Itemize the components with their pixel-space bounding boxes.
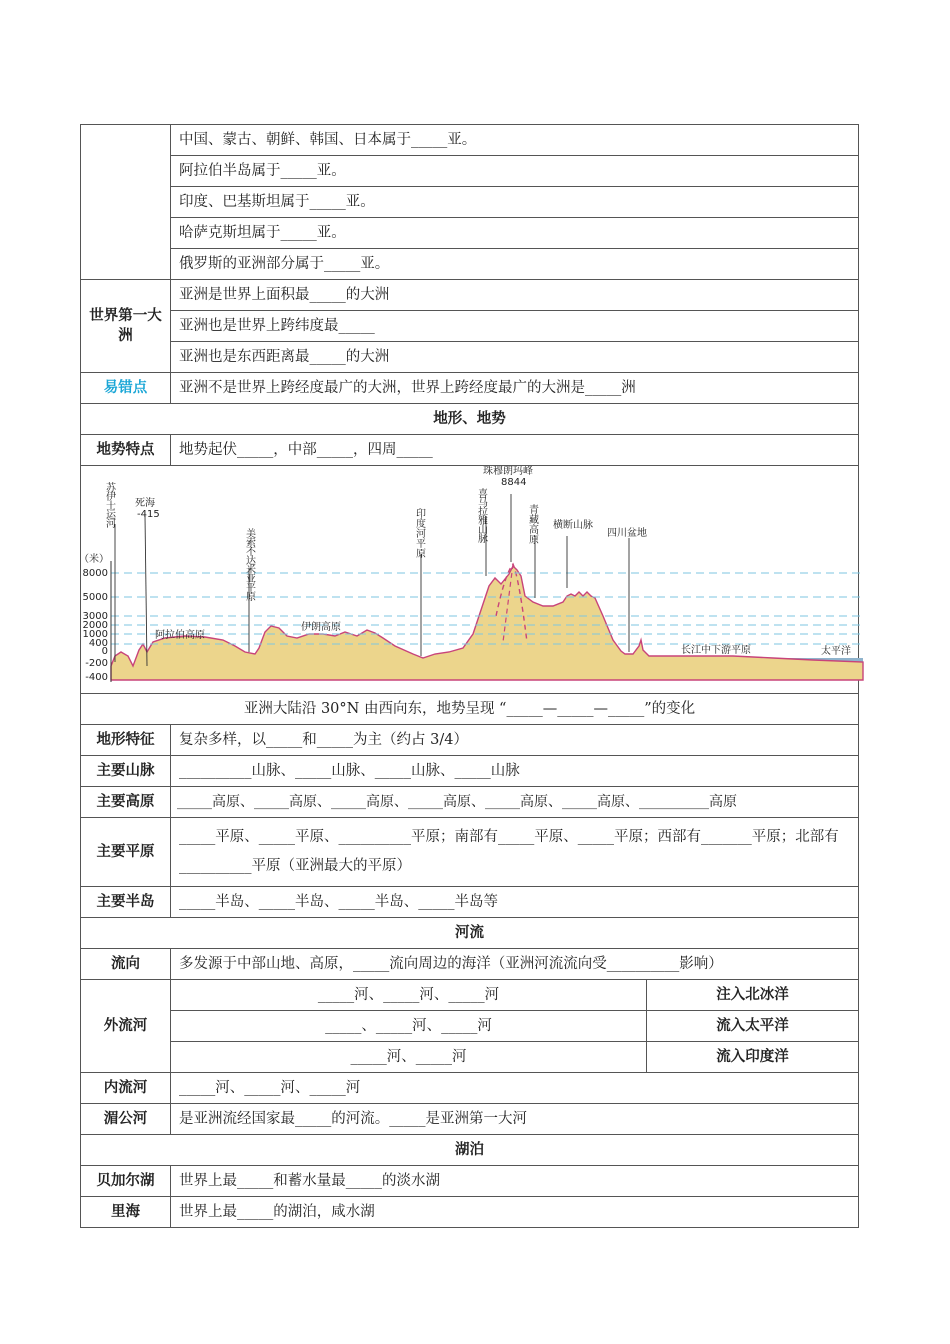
- flow-header: 流向: [81, 949, 171, 980]
- profile-caption: 亚洲大陆沿 30°N 由西向东，地势呈现 “_____—_____—_____”的变化: [81, 694, 859, 725]
- mistake-text: 亚洲不是世界上跨经度最广的大洲，世界上跨经度最广的大洲是_____洲: [171, 373, 859, 404]
- y-tick-label: 8000: [82, 568, 108, 579]
- outflow-ocean: 流入太平洋: [647, 1011, 859, 1042]
- plains-text: _____平原、_____平原、__________平原；南部有_____平原、_____平原；西部有_______平原；北部有__________平原（亚洲最大的平原）: [171, 818, 859, 887]
- mistake-header: 易错点: [81, 373, 171, 404]
- label-pacific: 太平洋: [821, 646, 851, 657]
- label-iran: 伊朗高原: [301, 622, 341, 633]
- landform-text: 复杂多样，以_____和_____为主（约占 3/4）: [171, 725, 859, 756]
- mekong-header: 湄公河: [81, 1104, 171, 1135]
- terrain-profile: [73, 466, 865, 693]
- largest-row: 亚洲也是世界上跨纬度最_____: [171, 311, 859, 342]
- peninsulas-text: _____半岛、_____半岛、_____半岛、_____半岛等: [171, 887, 859, 918]
- caspian-header: 里海: [81, 1197, 171, 1228]
- terrain-section-title: 地形、地势: [81, 404, 859, 435]
- region-row: 阿拉伯半岛属于_____亚。: [171, 156, 859, 187]
- y-tick-label: -200: [85, 658, 108, 669]
- mekong-text: 是亚洲流经国家最_____的河流。_____是亚洲第一大河: [171, 1104, 859, 1135]
- worksheet: [80, 124, 858, 1228]
- y-tick-label: 3000: [82, 611, 108, 622]
- inland-text: _____河、_____河、_____河: [171, 1073, 859, 1104]
- mountains-header: 主要山脉: [81, 756, 171, 787]
- landform-header: 地形特征: [81, 725, 171, 756]
- label-yangtze: 长江中下游平原: [681, 645, 751, 656]
- outflow-header: 外流河: [81, 980, 171, 1073]
- y-tick-label: 1000: [82, 629, 108, 640]
- label-everest-height: 8844: [501, 477, 527, 488]
- label-dead-sea-depth: -415: [137, 509, 160, 520]
- river-section-title: 河流: [81, 918, 859, 949]
- y-tick-label: 2000: [82, 620, 108, 631]
- outflow-rivers: _____河、_____河、_____河: [171, 980, 647, 1011]
- outflow-ocean: 注入北冰洋: [647, 980, 859, 1011]
- plains-header: 主要平原: [81, 818, 171, 887]
- label-hengduan: 横断山脉: [553, 520, 593, 531]
- region-row: 哈萨克斯坦属于_____亚。: [171, 218, 859, 249]
- profile-diagram-cell: [81, 466, 859, 694]
- label-arabia: 阿拉伯高原: [155, 630, 205, 641]
- outflow-rivers: _____、_____河、_____河: [171, 1011, 647, 1042]
- terrain-trait-text: 地势起伏_____，中部_____，四周_____: [171, 435, 859, 466]
- label-indus: 印度河平原: [413, 508, 425, 558]
- axis-unit: （米）: [79, 554, 109, 565]
- mountains-text: __________山脉、_____山脉、_____山脉、_____山脉: [171, 756, 859, 787]
- plateaus-header: 主要高原: [81, 787, 171, 818]
- y-tick-label: -400: [85, 672, 108, 683]
- terrain-fill: [111, 566, 863, 680]
- largest-header: 世界第一大洲: [81, 280, 171, 373]
- inland-header: 内流河: [81, 1073, 171, 1104]
- caspian-text: 世界上最_____的湖泊，咸水湖: [171, 1197, 859, 1228]
- largest-row: 亚洲也是东西距离最_____的大洲: [171, 342, 859, 373]
- region-header-cell: [81, 125, 171, 280]
- region-row: 印度、巴基斯坦属于_____亚。: [171, 187, 859, 218]
- largest-row: 亚洲是世界上面积最_____的大洲: [171, 280, 859, 311]
- baikal-text: 世界上最_____和蓄水量最_____的淡水湖: [171, 1166, 859, 1197]
- label-himalaya: 喜马拉雅山脉: [475, 488, 487, 542]
- plateaus-text: _____高原、_____高原、_____高原、_____高原、_____高原、_____高原、__________高原: [171, 787, 859, 818]
- label-suez: 苏伊士运河: [103, 482, 115, 527]
- y-tick-label: 0: [101, 646, 108, 657]
- outflow-ocean: 流入印度洋: [647, 1042, 859, 1073]
- lake-section-title: 湖泊: [81, 1135, 859, 1166]
- label-dead-sea: 死海: [135, 498, 155, 509]
- label-mesopotamia: 美索不达米亚平原: [243, 528, 255, 600]
- label-everest: 珠穆朗玛峰: [483, 466, 533, 477]
- region-row: 俄罗斯的亚洲部分属于_____亚。: [171, 249, 859, 280]
- outflow-rivers: _____河、_____河: [171, 1042, 647, 1073]
- label-sichuan: 四川盆地: [607, 528, 647, 539]
- worksheet-table: [80, 124, 859, 1228]
- region-row: 中国、蒙古、朝鲜、韩国、日本属于_____亚。: [171, 125, 859, 156]
- baikal-header: 贝加尔湖: [81, 1166, 171, 1197]
- flow-text: 多发源于中部山地、高原，_____流向周边的海洋（亚洲河流流向受__________影响）: [171, 949, 859, 980]
- y-tick-label: 400: [88, 638, 108, 649]
- label-tibet: 青藏高原: [526, 504, 538, 544]
- peninsulas-header: 主要半岛: [81, 887, 171, 918]
- y-tick-label: 5000: [82, 592, 108, 603]
- terrain-trait-header: 地势特点: [81, 435, 171, 466]
